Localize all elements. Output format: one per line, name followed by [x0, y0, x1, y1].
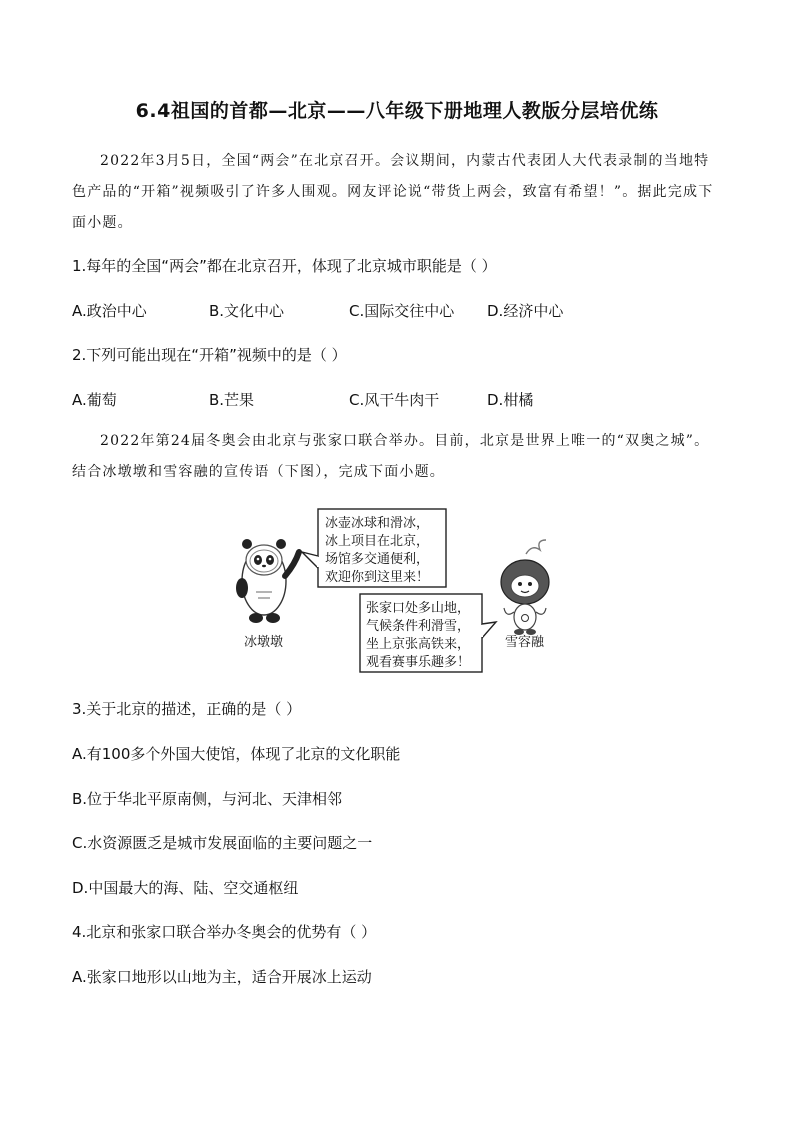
q3-option-c: C.水资源匮乏是城市发展面临的主要问题之一 [72, 834, 373, 852]
shuey-rhon-rhon-icon [501, 540, 549, 635]
question-2-stem: 2.下列可能出现在“开箱”视频中的是（ ） [72, 346, 347, 364]
bubble1-line-4: 欢迎你到这里来！ [325, 570, 430, 585]
q2-option-c: C.风干牛肉干 [349, 391, 440, 409]
char1-label: 冰墩墩 [244, 635, 284, 650]
bubble2-line-1: 张家口处多山地， [366, 601, 471, 616]
bubble2-line-2: 气候条件利滑雪， [366, 619, 471, 634]
q1-option-b: B.文化中心 [209, 302, 285, 320]
question-4-stem: 4.北京和张家口联合举办冬奥会的优势有（ ） [72, 923, 377, 941]
q3-option-d: D.中国最大的海、陆、空交通枢纽 [72, 879, 299, 897]
q4-option-a: A.张家口地形以山地为主，适合开展冰上运动 [72, 968, 372, 986]
bing-dwen-dwen-icon [236, 539, 299, 623]
bubble1-line-1: 冰壶冰球和滑冰， [325, 516, 430, 531]
speech-bubble-1 [302, 509, 446, 587]
intro-paragraph-2: 2022年第24届冬奥会由北京与张家口联合举办。目前，北京是世界上唯一的“双奥之城”。结合冰墩墩和雪容融的宣传语（下图），完成下面小题。 [72, 433, 710, 480]
bubble2-line-4: 观看赛事乐趣多！ [366, 655, 471, 670]
page-title: 6.4祖国的首都—北京——八年级下册地理人教版分层培优练 [135, 100, 659, 122]
q1-option-a: A.政治中心 [72, 302, 147, 320]
mascot-figure [230, 506, 566, 676]
char2-label: 雪容融 [505, 635, 545, 650]
q2-option-a: A.葡萄 [72, 391, 117, 409]
intro-paragraph-1: 2022年3月5日，全国“两会”在北京召开。会议期间，内蒙古代表团人大代表录制的当地特色产品的“开箱”视频吸引了许多人围观。网友评论说“带货上两会，致富有希望！”。据此完成下面小题。 [72, 153, 714, 231]
mascot-illustration [230, 506, 566, 676]
question-3-stem: 3.关于北京的描述，正确的是（ ） [72, 700, 302, 718]
speech-bubble-2 [360, 594, 496, 672]
bubble1-line-3: 场馆多交通便利， [325, 552, 430, 567]
q2-option-b: B.芒果 [209, 391, 255, 409]
bubble2-line-3: 坐上京张高铁来， [366, 637, 471, 652]
q3-option-a: A.有100多个外国大使馆，体现了北京的文化职能 [72, 745, 401, 763]
q1-option-d: D.经济中心 [487, 302, 564, 320]
q1-option-c: C.国际交往中心 [349, 302, 455, 320]
q2-option-d: D.柑橘 [487, 391, 534, 409]
bubble1-line-2: 冰上项目在北京， [325, 534, 430, 549]
question-1-stem: 1.每年的全国“两会”都在北京召开，体现了北京城市职能是（ ） [72, 257, 497, 275]
q3-option-b: B.位于华北平原南侧，与河北、天津相邻 [72, 790, 343, 808]
